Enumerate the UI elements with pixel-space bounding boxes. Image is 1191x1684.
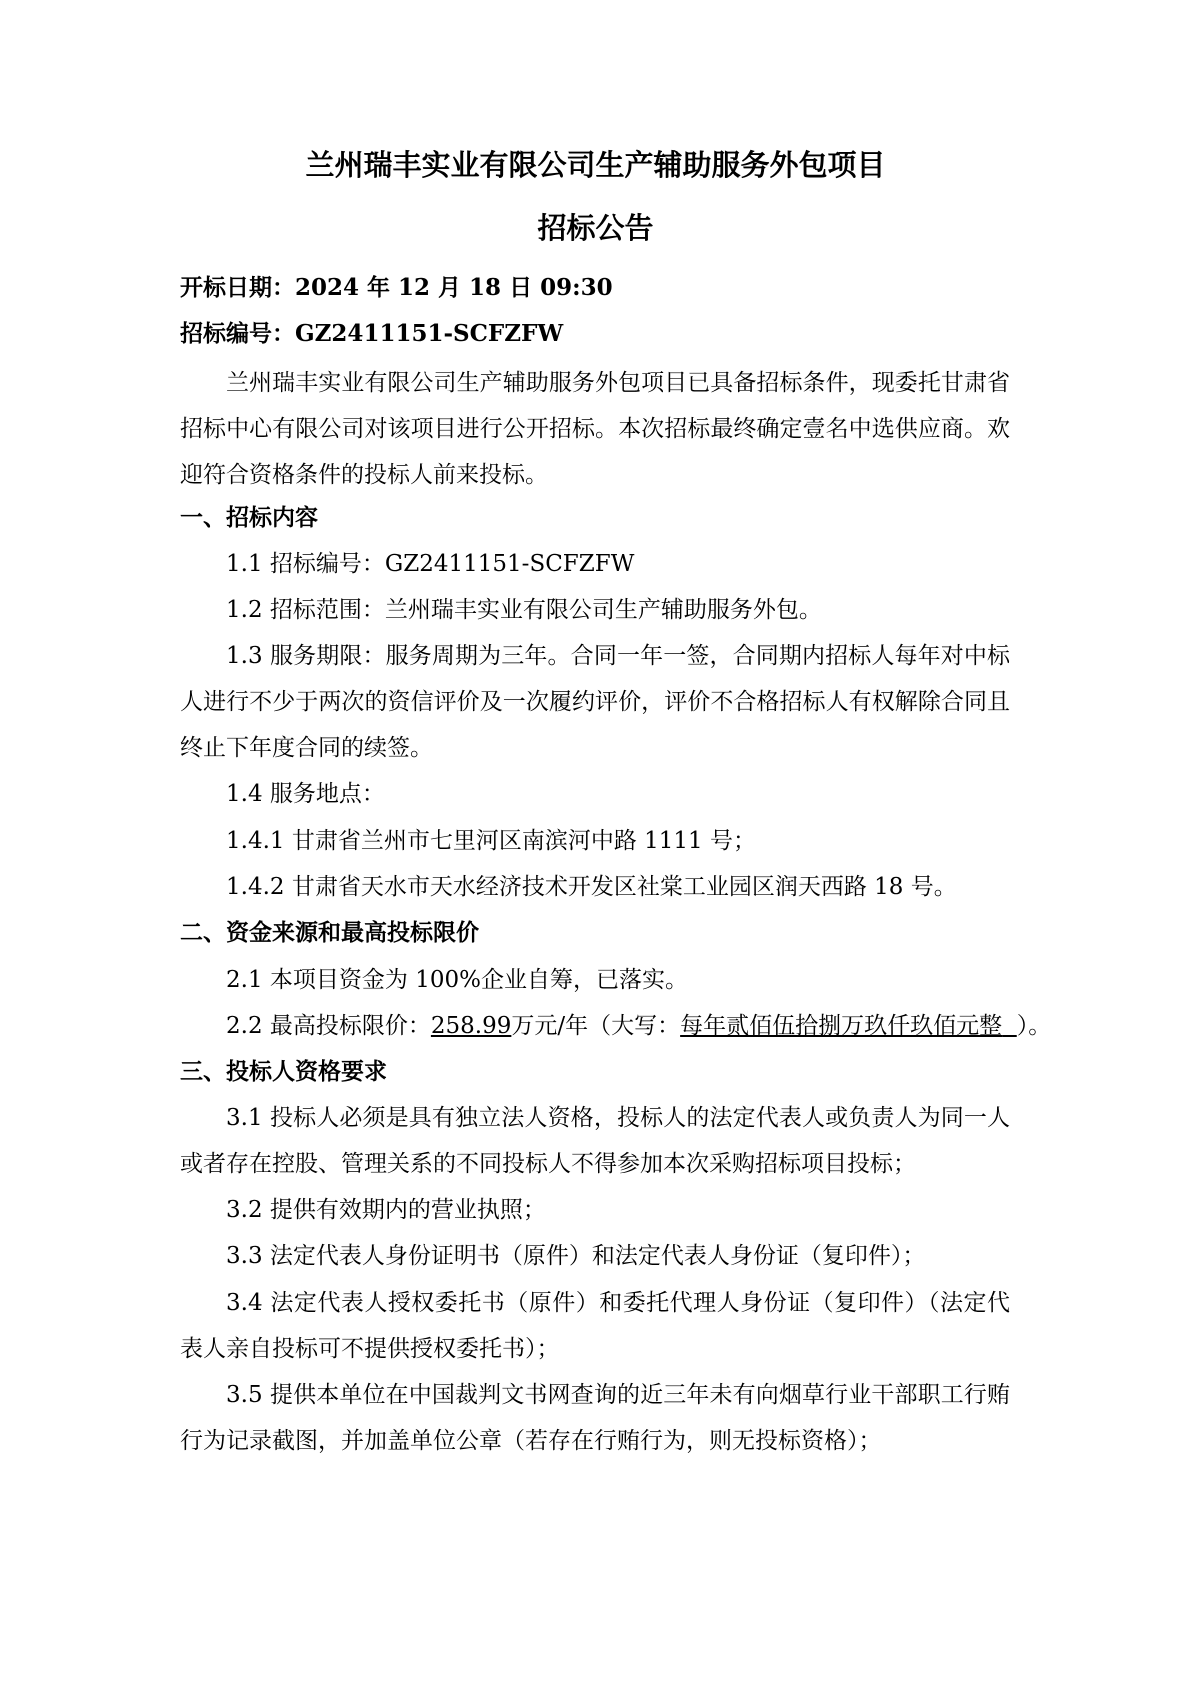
item-2-2-suffix: ）。 — [1016, 1013, 1052, 1039]
item-1-3: 1.3 服务期限：服务周期为三年。合同一年一签，合同期内招标人每年对中标人进行不少于两次的资信评价及一次履约评价，评价不合格招标人有权解除合同且终止下年度合同的续签。 — [180, 643, 1010, 761]
max-price-words: 每年贰佰伍拾捌万玖仟玖佰元整 — [680, 1013, 1003, 1039]
intro-paragraph: 兰州瑞丰实业有限公司生产辅助服务外包项目已具备招标条件，现委托甘肃省招标中心有限公司对该项目进行公开招标。本次招标最终确定壹名中选供应商。欢迎符合资格条件的投标人前来投标。 — [180, 370, 1010, 488]
item-1-4-2: 1.4.2 甘肃省天水市天水经济技术开发区社棠工业园区润天西路 18 号。 — [226, 874, 957, 900]
underline-padding — [1002, 1013, 1017, 1039]
item-1-2: 1.2 招标范围：兰州瑞丰实业有限公司生产辅助服务外包。 — [226, 597, 822, 623]
item-3-1: 3.1 投标人必须是具有独立法人资格，投标人的法定代表人或负责人为同一人或者存在控股、管理关系的不同投标人不得参加本次采购招标项目投标； — [180, 1105, 1010, 1177]
section-1-heading: 一、招标内容 — [180, 504, 318, 531]
item-3-3: 3.3 法定代表人身份证明书（原件）和法定代表人身份证（复印件）； — [226, 1243, 926, 1269]
max-price-amount: 258.99 — [430, 1013, 512, 1039]
section-3-heading: 三、投标人资格要求 — [180, 1058, 387, 1085]
item-1-4-1: 1.4.1 甘肃省兰州市七里河区南滨河中路 1111 号； — [226, 828, 756, 854]
item-1-1: 1.1 招标编号：GZ2411151-SCFZFW — [226, 551, 635, 577]
item-2-2-prefix: 2.2 最高投标限价： — [226, 1013, 431, 1039]
open-date: 开标日期：2024 年 12 月 18 日 09:30 — [180, 274, 613, 301]
bid-number: 招标编号：GZ2411151-SCFZFW — [180, 320, 564, 347]
item-3-2: 3.2 提供有效期内的营业执照； — [226, 1197, 546, 1223]
item-3-4: 3.4 法定代表人授权委托书（原件）和委托代理人身份证（复印件）（法定代表人亲自投标可不提供授权委托书）； — [180, 1290, 1010, 1362]
item-2-1: 2.1 本项目资金为 100%企业自筹，已落实。 — [226, 967, 688, 993]
item-3-5: 3.5 提供本单位在中国裁判文书网查询的近三年未有向烟草行业干部职工行贿行为记录截图，并加盖单位公章（若存在行贿行为，则无投标资格）； — [180, 1382, 1010, 1454]
section-2-heading: 二、资金来源和最高投标限价 — [180, 919, 479, 946]
item-2-2 — [226, 1010, 1051, 1042]
document-title: 兰州瑞丰实业有限公司生产辅助服务外包项目 — [305, 148, 886, 182]
item-1-4: 1.4 服务地点： — [226, 781, 385, 807]
item-2-2-mid: 万元/年（大写： — [511, 1013, 681, 1039]
document-subtitle: 招标公告 — [537, 211, 654, 245]
